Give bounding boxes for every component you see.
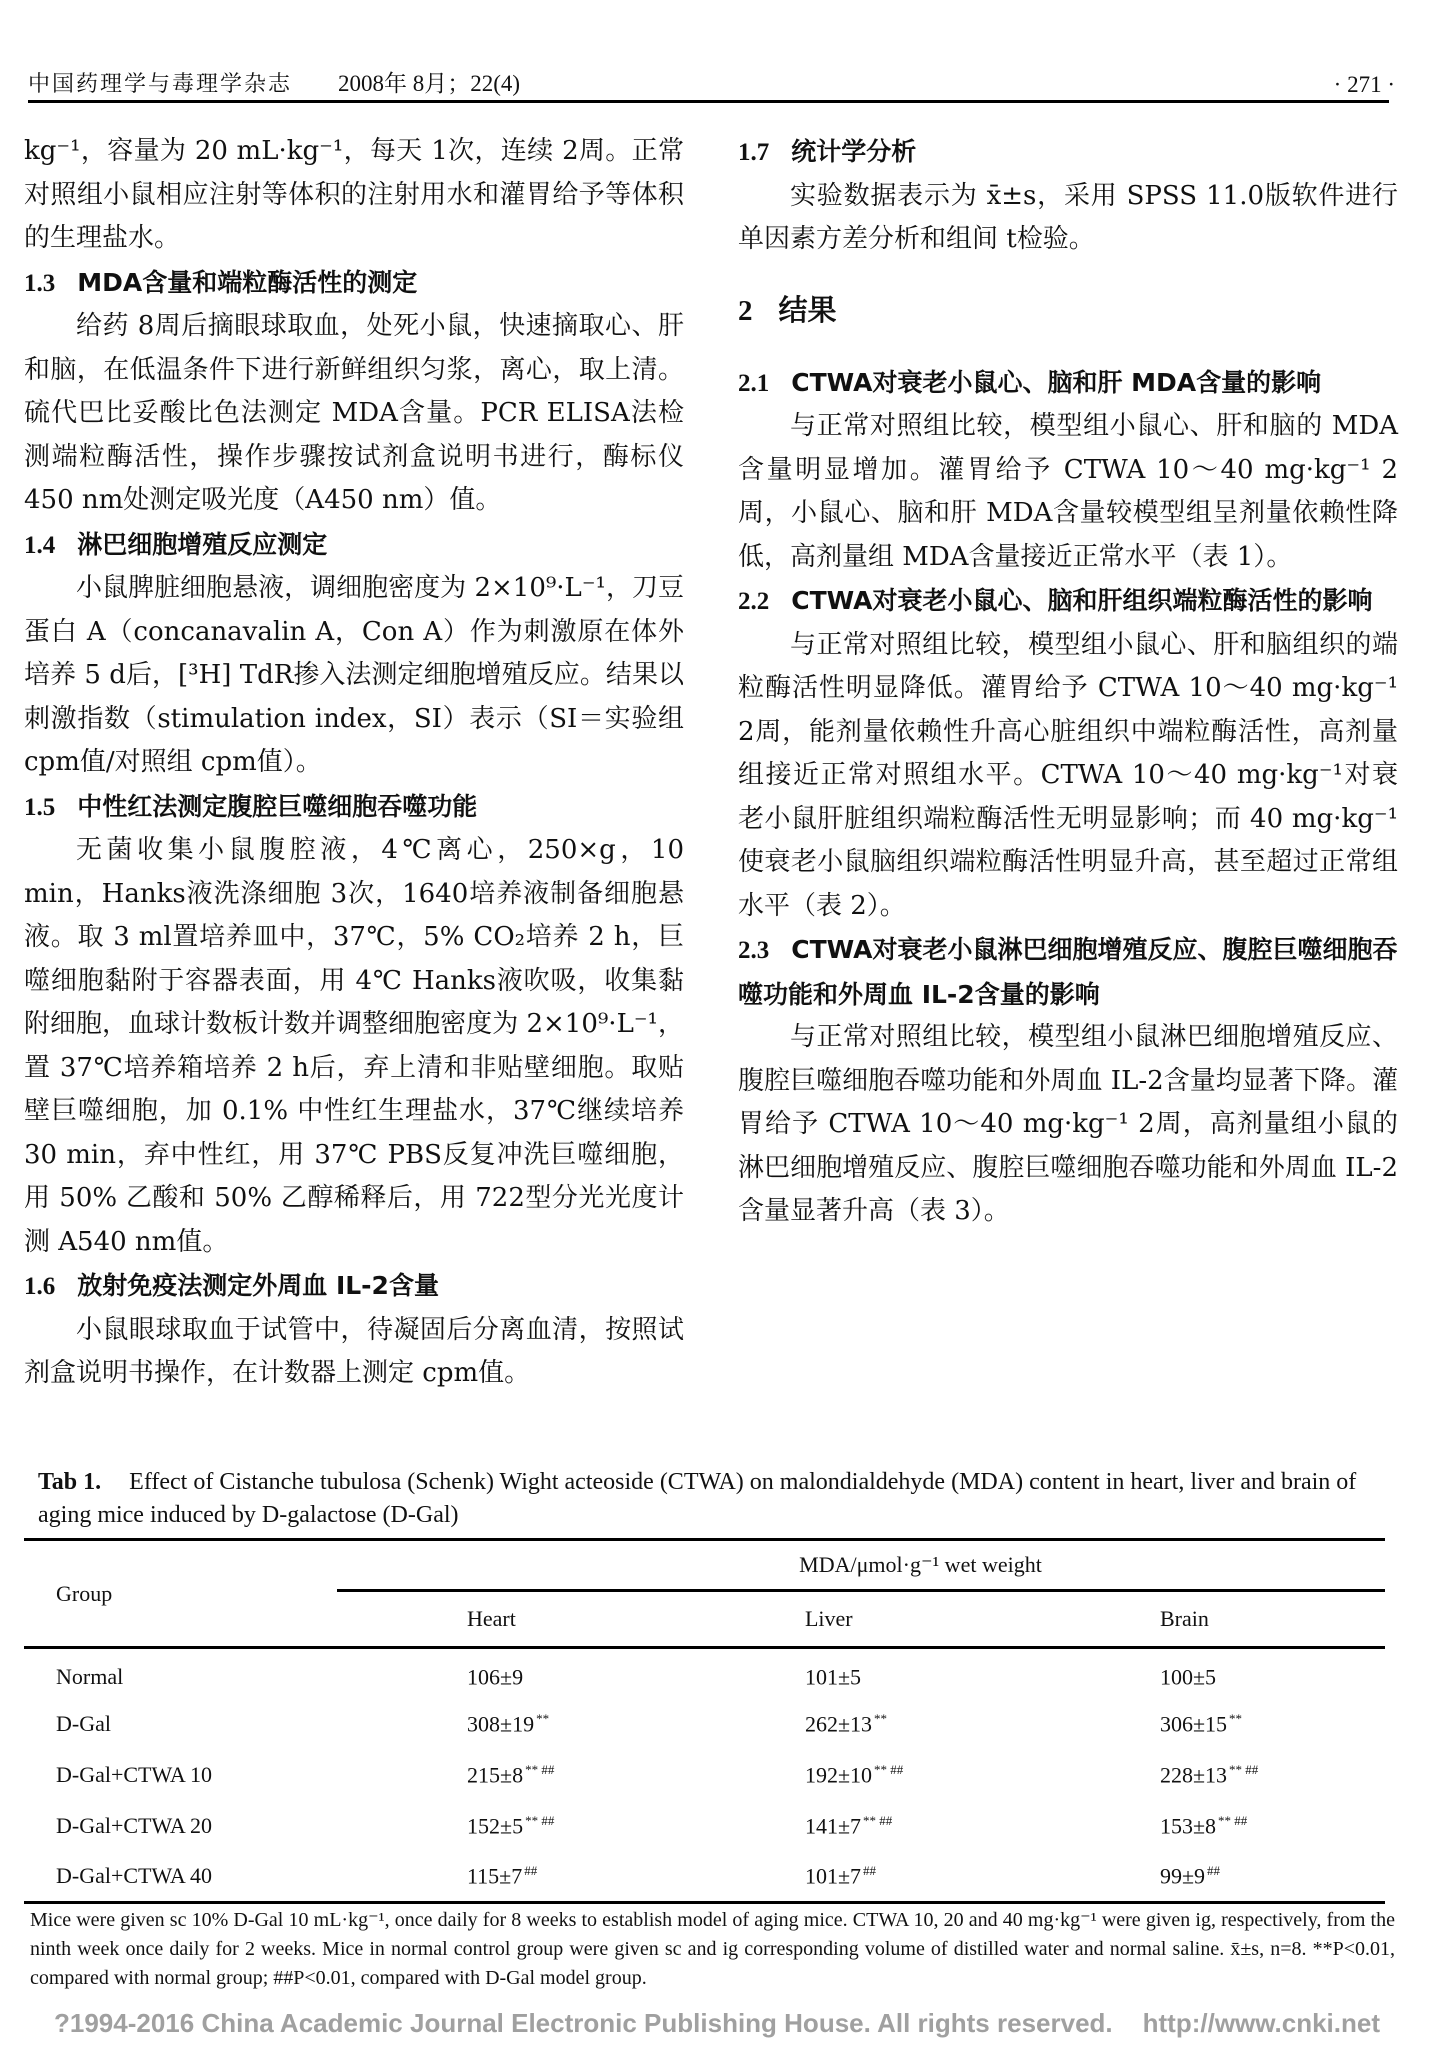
table-1 bbox=[24, 1466, 1402, 1993]
issue-info: 2008年 8月；22(4) bbox=[338, 71, 521, 96]
section-heading-2-1: 2.1 CTWA对衰老小鼠心、脑和肝 MDA含量的影响 bbox=[738, 367, 1322, 397]
mean-sd: 153±8 bbox=[1159, 1813, 1217, 1839]
mean-sd: 106±9 bbox=[467, 1664, 524, 1690]
journal-title: 中国药理学与毒理学杂志 bbox=[28, 72, 293, 97]
copyright-text: ?1994-2016 China Academic Journal Electronic Publishing House. All rights reserved. bbox=[54, 2008, 1113, 2038]
value-cell bbox=[337, 1648, 675, 1699]
section-2-3-text: 与正常对照组比较，模型组小鼠淋巴细胞增殖反应、腹腔巨噬细胞吞噬功能和外周血 IL-2含量均显著下降。灌胃给予 CTWA 10～40 mg·kg⁻¹ 2周，高剂量组小鼠的淋巴细胞增殖反应、腹腔巨噬细胞吞噬功能和外周血 IL-2含量显著升高（表 3）。 bbox=[738, 1022, 1398, 1226]
table-footnote: Mice were given sc 10% D-Gal 10 mL·kg⁻¹, once daily for 8 weeks to establish model of aging mice. CTWA 10, 20 and 40 mg·kg⁻¹ were given ig, respectively, from the ninth week once daily for 2 weeks. Mice in normal control group were given sc and ig corresponding volume of distilled water and normal saline. x̄±s, n=8. **P<0.01, compared with normal group; ##P<0.01, compared with D-Gal model group. bbox=[30, 1909, 1395, 1989]
mean-sd: 115±7 bbox=[467, 1863, 523, 1889]
significance-mark: ** ## bbox=[1218, 1812, 1248, 1828]
table-row bbox=[24, 1699, 1385, 1750]
header-liver: Liver bbox=[804, 1606, 853, 1631]
value-cell bbox=[1030, 1852, 1385, 1903]
mean-sd: 100±5 bbox=[1159, 1664, 1217, 1690]
header-brain: Brain bbox=[1159, 1606, 1209, 1631]
section-heading-1-5: 1.5 中性红法测定腹腔巨噬细胞吞噬功能 bbox=[24, 791, 478, 821]
value-cell bbox=[337, 1699, 675, 1750]
table-row bbox=[24, 1801, 1385, 1852]
section-1-6-text: 小鼠眼球取血于试管中，待凝固后分离血清，按照试剂盒说明书操作，在计数器上测定 cpm值。 bbox=[24, 1314, 684, 1388]
significance-mark: ** bbox=[1229, 1710, 1243, 1726]
value-cell bbox=[675, 1750, 1030, 1801]
value-cell bbox=[675, 1852, 1030, 1903]
cnki-watermark bbox=[54, 2008, 1380, 2039]
mean-sd: 192±10 bbox=[804, 1762, 873, 1788]
value-cell bbox=[337, 1852, 675, 1903]
group-cell: D-Gal+CTWA 20 bbox=[56, 1813, 212, 1838]
value-cell bbox=[1030, 1801, 1385, 1852]
value-cell bbox=[1030, 1648, 1385, 1699]
mda-table bbox=[24, 1538, 1385, 1904]
group-cell: D-Gal+CTWA 40 bbox=[24, 1852, 337, 1903]
running-head bbox=[28, 54, 1395, 98]
table-caption-text: Effect of Cistanche tubulosa (Schenk) Wight acteoside (CTWA) on malondialdehyde (MDA) content in heart, liver and brain of aging mice induced by D-galactose (D-Gal) bbox=[38, 1469, 1357, 1528]
mean-sd: 306±15 bbox=[1159, 1711, 1228, 1737]
section-heading-1-3: 1.3 MDA含量和端粒酶活性的测定 bbox=[24, 267, 418, 297]
significance-mark: ** ## bbox=[1229, 1761, 1259, 1777]
section-1-5-text: 无菌收集小鼠腹腔液，4℃离心，250×g，10 min，Hanks液洗涤细胞 3次，1640培养液制备细胞悬液。取 3 ml置培养皿中，37℃，5% CO₂培养 2 h，巨噬细胞黏附于容器表面，用 4℃ Hanks液吹吸，收集黏附细胞，血球计数板计数并调整细胞密度为 2×10⁹·L⁻¹，置 37℃培养箱培养 2 h后，弃上清和非贴壁细胞。取贴壁巨噬细胞，加 0.1% 中性红生理盐水，37℃继续培养 30 min，弃中性红，用 37℃ PBS反复冲洗巨噬细胞，用 50% 乙酸和 50% 乙醇稀释后，用 722型分光光度计测 A540 nm值。 bbox=[24, 835, 684, 1257]
mean-sd: 308±19 bbox=[467, 1711, 535, 1737]
table-caption bbox=[24, 1466, 1402, 1532]
group-cell: D-Gal+CTWA 10 bbox=[56, 1762, 212, 1787]
significance-mark: ## bbox=[524, 1863, 538, 1879]
section-2-2-text: 与正常对照组比较，模型组小鼠心、肝和脑组织的端粒酶活性明显降低。灌胃给予 CTWA 10～40 mg·kg⁻¹ 2周，能剂量依赖性升高心脏组织中端粒酶活性，高剂量组接近正常对照组水平。CTWA 10～40 mg·kg⁻¹对衰老小鼠肝脏组织端粒酶活性无明显影响；而 40 mg·kg⁻¹使衰老小鼠脑组织端粒酶活性明显升高，甚至超过正常组水平（表 2）。 bbox=[738, 629, 1398, 921]
significance-mark: ** ## bbox=[874, 1761, 904, 1777]
header-rule bbox=[28, 100, 1389, 103]
value-cell bbox=[337, 1801, 675, 1852]
value-cell bbox=[675, 1801, 1030, 1852]
mean-sd: 215±8 bbox=[467, 1762, 524, 1788]
mean-sd: 141±7 bbox=[804, 1813, 862, 1839]
section-2-1-text: 与正常对照组比较，模型组小鼠心、肝和脑的 MDA含量明显增加。灌胃给予 CTWA 10～40 mg·kg⁻¹ 2周，小鼠心、脑和肝 MDA含量较模型组呈剂量依赖性降低，高剂量组 MDA含量接近正常水平（表 1）。 bbox=[738, 411, 1398, 572]
table-row bbox=[24, 1648, 1385, 1699]
mean-sd: 99±9 bbox=[1159, 1863, 1206, 1889]
significance-mark: ** ## bbox=[863, 1812, 893, 1828]
significance-mark: ## bbox=[863, 1863, 877, 1879]
mean-sd: 228±13 bbox=[1159, 1762, 1228, 1788]
mean-sd: 262±13 bbox=[804, 1711, 873, 1737]
table-row bbox=[24, 1852, 1385, 1903]
section-heading-2: 2 结果 bbox=[738, 292, 837, 327]
mean-sd: 101±5 bbox=[804, 1664, 862, 1690]
significance-mark: ** bbox=[536, 1710, 550, 1726]
value-cell bbox=[675, 1648, 1030, 1699]
significance-mark: ## bbox=[1207, 1863, 1221, 1879]
group-cell: D-Gal bbox=[56, 1711, 111, 1736]
mean-sd: 152±5 bbox=[467, 1813, 524, 1839]
header-heart: Heart bbox=[467, 1606, 516, 1631]
value-cell bbox=[675, 1699, 1030, 1750]
value-cell bbox=[1030, 1750, 1385, 1801]
header-mda-unit: MDA/μmol·g⁻¹ wet weight bbox=[337, 1540, 1385, 1591]
significance-mark: ** bbox=[874, 1710, 888, 1726]
section-heading-2-2: 2.2 CTWA对衰老小鼠心、脑和肝组织端粒酶活性的影响 bbox=[738, 586, 1373, 615]
mean-sd: 101±7 bbox=[804, 1863, 862, 1889]
table-row bbox=[24, 1750, 1385, 1801]
page-number: · 271 · bbox=[1333, 72, 1395, 97]
header-group: Group bbox=[24, 1540, 337, 1648]
section-1-7-text: 实验数据表示为 x̄±s，采用 SPSS 11.0版软件进行单因素方差分析和组间 t检验。 bbox=[738, 180, 1398, 254]
value-cell bbox=[1030, 1699, 1385, 1750]
value-cell bbox=[337, 1750, 675, 1801]
left-column bbox=[24, 130, 684, 1396]
section-heading-2-3: 2.3 CTWA对衰老小鼠淋巴细胞增殖反应、腹腔巨噬细胞吞噬功能和外周血 IL-2含量的影响 bbox=[738, 935, 1398, 1009]
group-cell: Normal bbox=[24, 1648, 337, 1699]
section-heading-1-7: 1.7 统计学分析 bbox=[738, 137, 917, 166]
paragraph-continued: kg⁻¹，容量为 20 mL·kg⁻¹，每天 1次，连续 2周。正常对照组小鼠相应注射等体积的注射用水和灌胃给予等体积的生理盐水。 bbox=[24, 136, 684, 253]
section-heading-1-4: 1.4 淋巴细胞增殖反应测定 bbox=[24, 529, 328, 559]
cnki-url: http://www.cnki.net bbox=[1142, 2008, 1381, 2038]
section-heading-1-6: 1.6 放射免疫法测定外周血 IL-2含量 bbox=[24, 1271, 439, 1300]
significance-mark: ** ## bbox=[525, 1812, 555, 1828]
section-1-4-text: 小鼠脾脏细胞悬液，调细胞密度为 2×10⁹·L⁻¹，刀豆蛋白 A（concanavalin A，Con A）作为刺激原在体外培养 5 d后，[³H] TdR掺入法测定细胞增殖反应。结果以刺激指数（stimulation index，SI）表示（SI＝实验组 cpm值/对照组 cpm值）。 bbox=[24, 573, 684, 777]
table-label: Tab 1. bbox=[38, 1469, 102, 1495]
section-1-3-text: 给药 8周后摘眼球取血，处死小鼠，快速摘取心、肝和脑，在低温条件下进行新鲜组织匀浆，离心，取上清。硫代巴比妥酸比色法测定 MDA含量。PCR ELISA法检测端粒酶活性，操作步骤按试剂盒说明书进行，酶标仪 450 nm处测定吸光度（A450 nm）值。 bbox=[24, 311, 684, 515]
right-column bbox=[738, 130, 1398, 1234]
significance-mark: ** ## bbox=[525, 1761, 555, 1777]
